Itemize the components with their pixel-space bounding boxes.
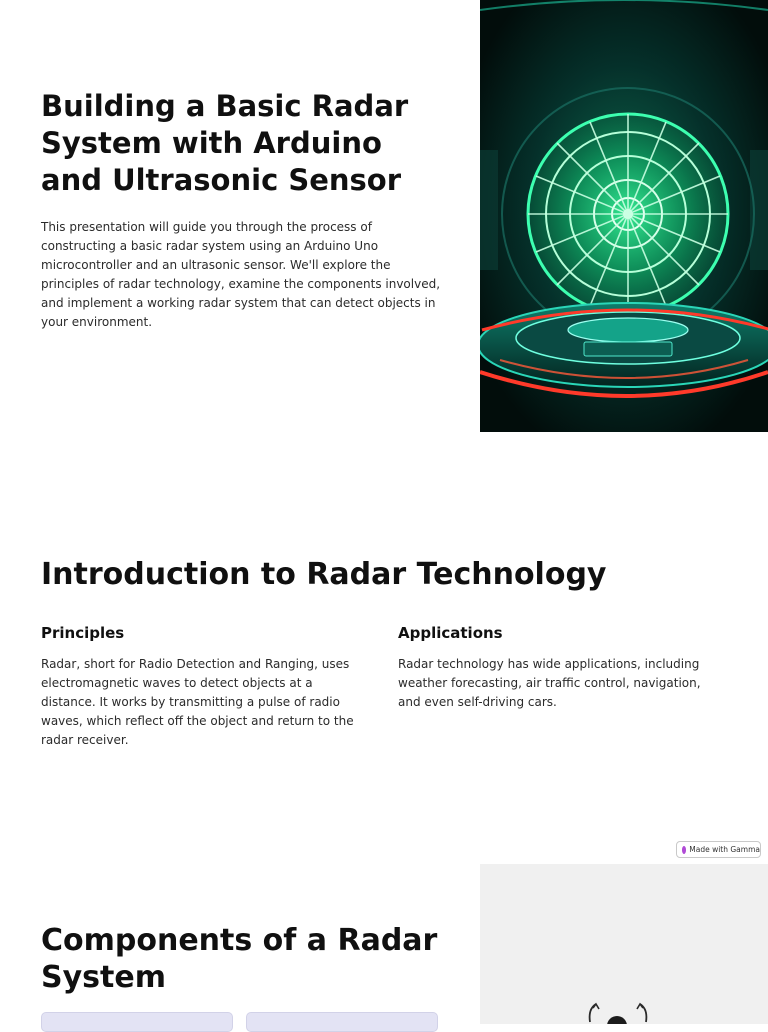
- applications-heading: Applications: [398, 624, 503, 642]
- made-with-gamma-badge[interactable]: [676, 841, 761, 858]
- applications-text: Radar technology has wide applications, including weather forecasting, air traffic control, navigation, and even self-driving cars.: [398, 657, 701, 709]
- principles-text: Radar, short for Radio Detection and Ranging, uses electromagnetic waves to detect objects at a distance. It works by transmitting a pulse of radio waves, which reflect off the object and return to the radar receiver.: [41, 657, 354, 747]
- component-card: [41, 1012, 233, 1032]
- slide-3-title: Components of a Radar System: [41, 923, 438, 995]
- slide-1-intro-text: This presentation will guide you through the process of constructing a basic radar system using an Arduino Uno microcontroller and an ultrasonic sensor. We'll explore the principles of radar technology, examine the components involved, and implement a working radar system that can detect objects in your environment.: [41, 220, 441, 329]
- badge-label: Made with Gamma: [689, 845, 760, 854]
- slide-2-title: Introduction to Radar Technology: [41, 557, 607, 592]
- gamma-logo-icon: [682, 846, 686, 854]
- component-card: [246, 1012, 438, 1032]
- radar-hologram-image: [480, 0, 768, 432]
- principles-heading: Principles: [41, 624, 125, 642]
- components-illustration-image: [480, 864, 768, 1024]
- slide-1-title: Building a Basic Radar System with Arduino and Ultrasonic Sensor: [41, 89, 409, 197]
